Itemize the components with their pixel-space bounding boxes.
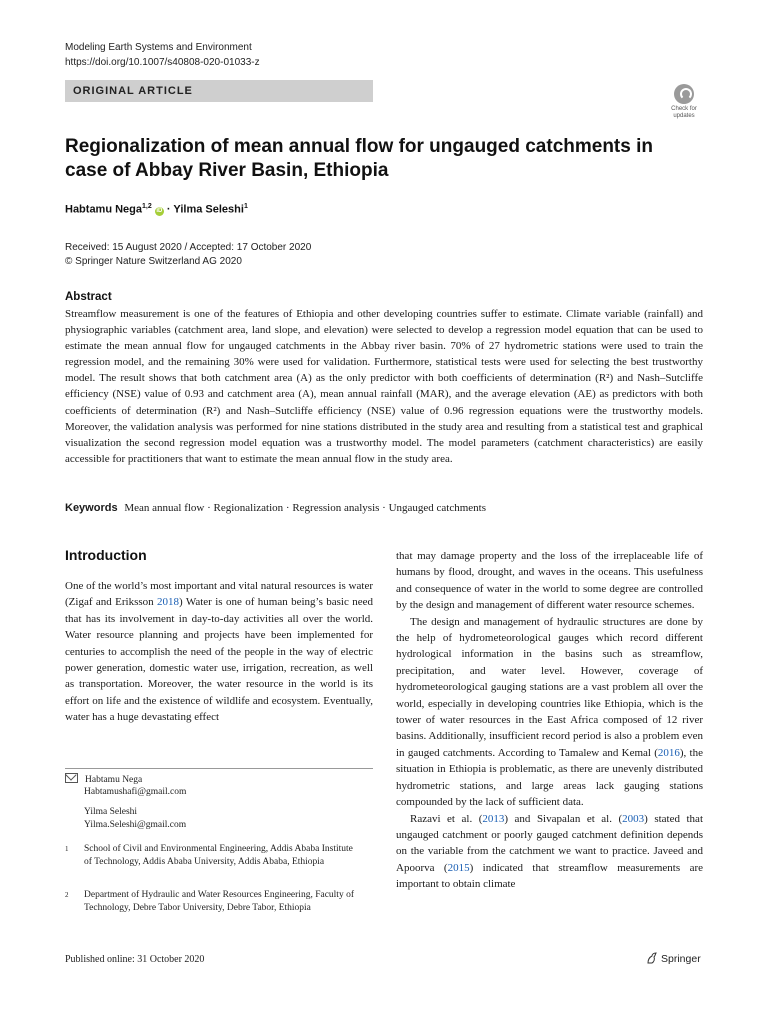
keywords xyxy=(65,500,703,516)
text-run: ), the situation in Ethiopia is problematic, as there are unevenly distributed hydrometric stations, and large areas lack gauging stations compounded by the lack of sufficient data. xyxy=(396,746,703,809)
citation-link[interactable]: 2013 xyxy=(482,812,505,825)
contact-name: Yilma Seleshi xyxy=(84,807,138,817)
author-name[interactable]: Yilma Seleshi xyxy=(173,203,244,216)
introduction-heading: Introduction xyxy=(65,547,147,563)
text-run: ) stated that ungauged catchment or poorly gauged catchment definition depends on the variable from the catchment we want to practice. Javeed and Apoorva ( xyxy=(396,812,703,874)
paragraph xyxy=(396,811,703,893)
text-run: The design and management of hydraulic structures are done by the help of hydrometeorological gauges which record different hydrological information in the basins such as streamflow, precipitation, and water level. However, coverage of hydrometeorological gauging stations are a vast problem all over the world, especially in developing countries like Ethiopia, which is the tower of water resources in the East Africa composed of 12 river basins. Additionally, insufficient record period is also a problem even in gauged catchments. According to Tamalew and Kemal ( xyxy=(396,615,703,759)
doi-link[interactable]: https://doi.org/10.1007/s40808-020-01033-z xyxy=(65,57,260,68)
author-list xyxy=(65,203,248,216)
copyright: © Springer Nature Switzerland AG 2020 xyxy=(65,256,242,267)
text-run: ) and Sivapalan et al. ( xyxy=(504,812,623,825)
journal-header xyxy=(65,40,260,70)
affiliation: Department of Hydraulic and Water Resources Engineering, Faculty of Technology, Debre Tabor University, Debre Tabor, Ethiopia xyxy=(84,890,354,913)
orcid-icon[interactable]: iD xyxy=(156,207,163,214)
article-type-banner xyxy=(65,80,373,102)
check-updates-icon xyxy=(674,84,694,104)
text-run: ) Water is one of human being’s basic need that has its involvement in day-to-day activities all over the world. Water resource planning and projects have been implemented for centuries to accomplish the need of the people in the way of electric power generation, domestic water use, irrigation, recreation, as well as transportation. Moreover, the water resource in the world is its effort on life and the existence of wildlife and ecosystem. Eventually, water has a huge devastating effect xyxy=(65,596,373,724)
author-affiliation-sup: 1 xyxy=(243,203,248,210)
footnote-divider xyxy=(65,768,373,769)
right-column xyxy=(396,548,703,893)
corresponding-author xyxy=(65,773,142,787)
envelope-icon xyxy=(65,773,78,783)
contact-email[interactable]: Yilma.Seleshi@gmail.com xyxy=(84,820,187,830)
affiliation-number: 2 xyxy=(65,891,69,899)
citation-link[interactable]: 2003 xyxy=(622,812,645,825)
publisher-name: Springer xyxy=(661,953,701,965)
journal-name: Modeling Earth Systems and Environment xyxy=(65,42,252,53)
citation-link[interactable]: 2016 xyxy=(657,746,680,759)
paragraph xyxy=(65,578,373,726)
affiliation-number: 1 xyxy=(65,845,69,853)
author-affiliation-sup: 1,2 xyxy=(142,203,152,210)
citation-link[interactable]: 2015 xyxy=(447,861,470,874)
abstract-heading: Abstract xyxy=(65,291,112,303)
left-column xyxy=(65,578,373,726)
contact-name: Habtamu Nega xyxy=(85,775,143,785)
check-updates-label: Check for updates xyxy=(671,106,697,119)
citation-link[interactable]: 2018 xyxy=(157,596,180,609)
text-run: One of the world’s most important and vital natural resources is water (Zigaf and Eriksson xyxy=(65,580,373,609)
affiliation: School of Civil and Environmental Engineering, Addis Ababa Institute of Technology, Addis Ababa University, Addis Ababa, Ethiopia xyxy=(84,844,353,867)
paragraph: that may damage property and the loss of the irreplaceable life of humans by flood, drought, and waves in the oceans. This usefulness and consequence of water in the world to some degree are controlled by the design and management of different water resource schemes. xyxy=(396,550,703,612)
author-name[interactable]: Habtamu Nega xyxy=(65,203,143,216)
abstract-text: Streamflow measurement is one of the features of Ethiopia and other developing countries suffer to estimate. Climate variable (rainfall) and physiographic variables (catchment area, land slope, and elevation) were selected to develop a regression model equation that can be used to estimate the mean annual flow for ungauged catchments in the Abbay river basin. 70% of 27 hydrometric stations were used to train the regression model, and the remaining 30% were used for validation. Furthermore, statistical tests were used for selecting the best trustworthy model. The result shows that both catchment area (A) as the only predictor with both coefficients of determination (R²) and Nash–Sutcliffe efficiency (NSE) value of 0.93 and catchment area (A), mean annual rainfall (MAR), and the average elevation (AE) as predictors with both coefficients of determination (R²) and Nash–Sutcliffe efficiency (NSE) value of 0.96 regression equations were the trustworthy models. Moreover, the validation analysis was performed for nine stations distributed in the study area and resulting from a statistical test and graphical visualization the second regression model equation was a trustworthy model. The model parameters (catchment characteristics) are easily accessible for practitioners that want to estimate the mean annual flow in the study area. xyxy=(65,308,703,465)
keywords-label: Keywords xyxy=(65,502,118,514)
text-run: Razavi et al. ( xyxy=(410,812,483,825)
springer-horse-icon xyxy=(646,952,658,964)
keywords-list: Mean annual flow · Regionalization · Regression analysis · Ungauged catchments xyxy=(124,502,487,514)
author-separator: · xyxy=(166,203,171,216)
publisher-logo xyxy=(646,952,701,965)
published-date: Published online: 31 October 2020 xyxy=(65,954,205,965)
article-type: ORIGINAL ARTICLE xyxy=(73,85,193,97)
text-run: ) indicated that streamflow measurements are important to obtain climate xyxy=(396,861,703,891)
check-for-updates-badge[interactable] xyxy=(664,84,704,120)
article-dates xyxy=(65,241,311,269)
contact-email[interactable]: Habtamushafi@gmail.com xyxy=(84,787,187,797)
received-accepted: Received: 15 August 2020 / Accepted: 17 October 2020 xyxy=(65,242,312,253)
paper-title: Regionalization of mean annual flow for ungauged catchments in case of Abbay River Basin, Ethiopia xyxy=(65,136,653,181)
paragraph xyxy=(396,614,703,811)
